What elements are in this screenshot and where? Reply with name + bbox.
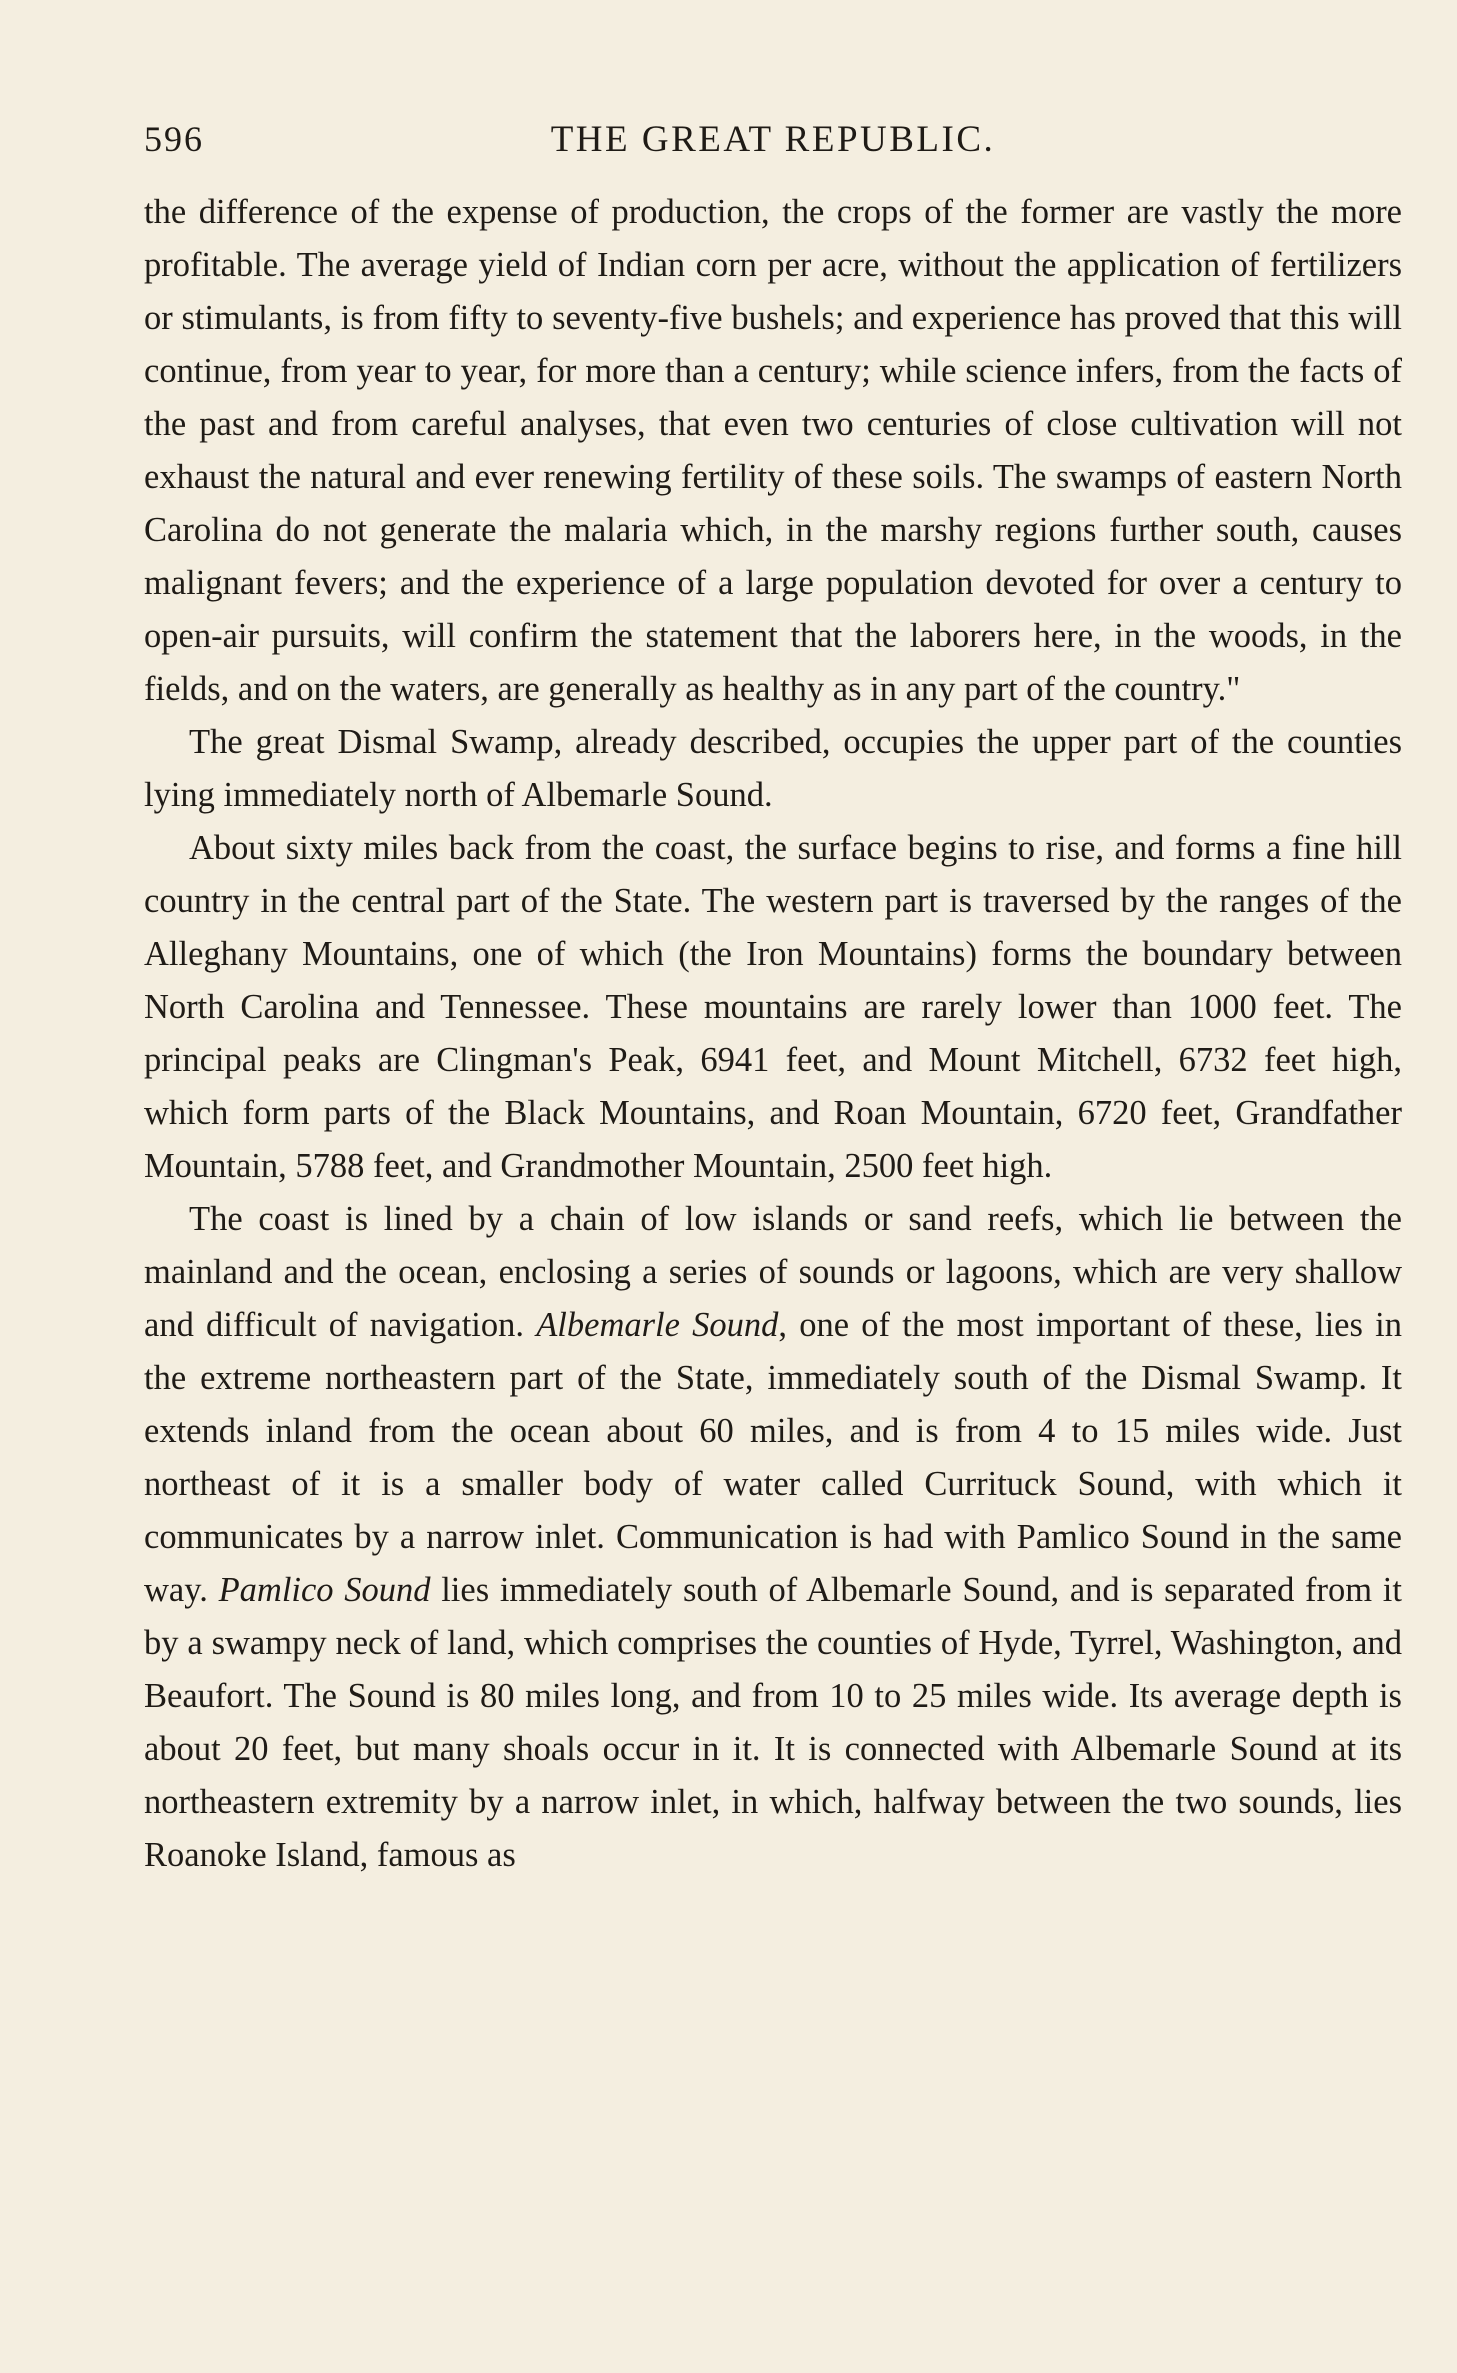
paragraph-text: The coast is lined by a chain of low islands or sand reefs, which lie between the mainland and the ocean, enclosing a series of sounds or lagoons, which are very shallow and difficult of navigation. (144, 1200, 1402, 1344)
paragraph-soil-fertility (144, 186, 1402, 716)
book-page (144, 118, 1402, 1882)
running-title: THE GREAT REPUBLIC. (550, 119, 996, 160)
paragraph-text: the difference of the expense of production, the crops of the former are vastly the more profitable. The average yield of Indian corn per acre, without the application of fertilizers or stimulants, is from fifty to seventy-five bushels; and experience has proved that this will continue, from year to year, for more than a century; while science infers, from the facts of the past and from careful analyses, that even two centuries of close cultivation will not exhaust the natural and ever renewing fertility of these soils. The swamps of eastern North Carolina do not generate the malaria which, in the marshy regions further south, causes malignant fevers; and the experience of a large population devoted for over a century to open-air pursuits, will confirm the statement that the laborers here, in the woods, in the fields, and on the waters, are generally as healthy as in any part of the country." (144, 193, 1402, 708)
paragraph-text: , one of the most important of these, lies in the extreme northeastern part of the State, immediately south of the Dismal Swamp. It extends inland from the ocean about 60 miles, and is from 4 to 15 miles wide. Just northeast of it is a smaller body of water called Currituck Sound, with which it communicates by a narrow inlet. Communication is had with Pamlico Sound in the same way. (144, 1306, 1402, 1609)
paragraph-dismal-swamp (144, 716, 1402, 822)
italic-term-albemarle-sound: Albemarle Sound (536, 1306, 779, 1344)
paragraph-text: About sixty miles back from the coast, the surface begins to rise, and forms a fine hill country in the central part of the State. The western part is traversed by the ranges of the Alleghany Mountains, one of which (the Iron Mountains) forms the boundary between North Carolina and Tennessee. These mountains are rarely lower than 1000 feet. The principal peaks are Clingman's Peak, 6941 feet, and Mount Mitchell, 6732 feet high, which form parts of the Black Mountains, and Roan Mountain, 6720 feet, Grandfather Mountain, 5788 feet, and Grandmother Mountain, 2500 feet high. (144, 829, 1402, 1185)
page-number: 596 (144, 119, 204, 159)
running-head (144, 118, 1402, 170)
paragraph-text: The great Dismal Swamp, already described, occupies the upper part of the counties lying immediately north of Albemarle Sound. (144, 723, 1402, 814)
paragraph-mountains (144, 822, 1402, 1193)
paragraph-text: lies immediately south of Albemarle Sound, and is separated from it by a swampy neck of land, which comprises the counties of Hyde, Tyrrel, Washington, and Beaufort. The Sound is 80 miles long, and from 10 to 25 miles wide. Its average depth is about 20 feet, but many shoals occur in it. It is connected with Albemarle Sound at its northeastern extremity by a narrow inlet, in which, halfway between the two sounds, lies Roanoke Island, famous as (144, 1571, 1402, 1874)
body-text (144, 186, 1402, 1882)
paragraph-coast-sounds (144, 1193, 1402, 1882)
italic-term-pamlico-sound: Pamlico Sound (218, 1571, 431, 1609)
